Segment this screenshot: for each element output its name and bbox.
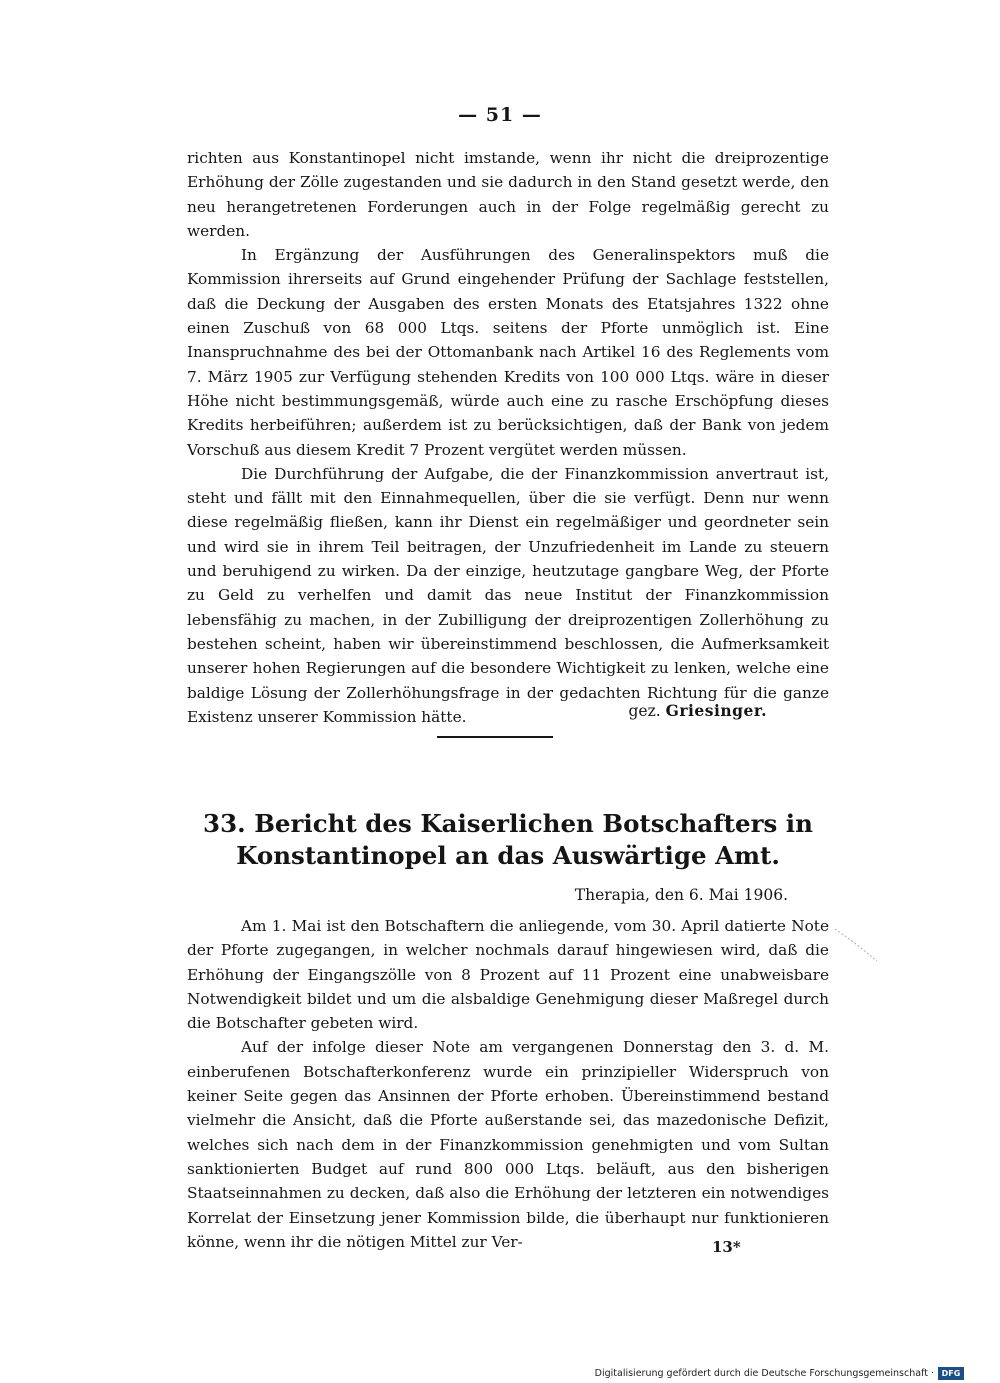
- dateline: Therapia, den 6. Mai 1906.: [574, 886, 788, 904]
- signature-mark: 13*: [712, 1238, 741, 1256]
- paragraph: Die Durchführung der Aufgabe, die der Finanzkommission anvertraut ist, steht und fällt mit den Einnahmequellen, über die sie verfügt. Denn nur wenn diese regelmäßig fließen, kann ihr Dienst ein regelmäßiger und geordneter sein und wird sie in ihrem Teil beitragen, der Unzufriedenheit im Lande zu steuern und beruhigend zu wirken. Da der einzige, heutzutage gangbare Weg, der Pforte zu Geld zu verhelfen und damit das neue Institut der Finanzkommission lebensfähig zu machen, in der Zubilligung der dreiprozentigen Zollerhöhung zu bestehen scheint, haben wir übereinstimmend beschlossen, die Aufmerksamkeit unserer hohen Regierungen auf die besondere Wichtigkeit zu lenken, welche eine baldige Lösung der Zollerhöhungsfrage in der gedachten Richtung für die ganze Existenz unserer Kommission hätte.: [187, 464, 829, 726]
- footer-credit: [595, 1367, 964, 1380]
- pencil-mark-icon: [833, 925, 879, 965]
- paragraph: Am 1. Mai ist den Botschaftern die anliegende, vom 30. April datierte Note der Pforte zugegangen, in welcher nochmals darauf hingewiesen wird, daß die Erhöhung der Eingangszölle von 8 Prozent auf 11 Prozent eine unabweisbare Notwendigkeit bildet und um die alsbaldige Genehmigung dieser Maßregel durch die Botschafter gebeten wird.: [187, 917, 829, 1033]
- signature-prefix: gez.: [628, 702, 661, 720]
- section-heading-line: 33. Bericht des Kaiserlichen Botschafters in: [203, 809, 813, 838]
- signature: [628, 701, 767, 720]
- paragraph: Auf der infolge dieser Note am vergangenen Donnerstag den 3. d. M. einberufenen Botschafterkonferenz wurde ein prinzipieller Widerspruch von keiner Seite gegen das Ansinnen der Pforte erhoben. Übereinstimmend bestand vielmehr die Ansicht, daß die Pforte außerstande sei, das mazedonische Defizit, welches sich nach dem in der Finanzkommission genehmigten und vom Sultan sanktionierten Budget auf rund 800 000 Ltqs. beläuft, aus den bisherigen Staatseinnahmen zu decken, daß also die Erhöhung der letzteren ein notwendiges Korrelat der Einsetzung jener Kommission bilde, die überhaupt nur funktionieren könne, wenn ihr die nötigen Mittel zur Ver-: [187, 1038, 829, 1251]
- text-block-top: [187, 146, 829, 729]
- dfg-logo-icon: DFG: [938, 1367, 964, 1380]
- footer-credit-text: Digitalisierung gefördert durch die Deutsche Forschungsgemeinschaft ·: [594, 1368, 934, 1379]
- paragraph: In Ergänzung der Ausführungen des Generalinspektors muß die Kommission ihrerseits auf Grund eingehender Prüfung der Sachlage feststellen, daß die Deckung der Ausgaben des ersten Monats des Etatsjahres 1322 ohne einen Zuschuß von 68 000 Ltqs. seitens der Pforte unmöglich ist. Eine Inanspruchnahme des bei der Ottomanbank nach Artikel 16 des Reglements vom 7. März 1905 zur Verfügung stehenden Kredits von 100 000 Ltqs. wäre in dieser Höhe nicht bestimmungsgemäß, würde auch eine zu rasche Erschöpfung dieses Kredits herbeiführen; außerdem ist zu berücksichtigen, daß der Bank von jedem Vorschuß aus diesem Kredit 7 Prozent vergütet werden müssen.: [187, 246, 829, 459]
- section-heading: [187, 808, 829, 872]
- signature-name: Griesinger.: [665, 701, 767, 720]
- section-heading-line: Konstantinopel an das Auswärtige Amt.: [236, 841, 780, 870]
- page-number: — 51 —: [458, 104, 542, 126]
- paragraph-continuation: richten aus Konstantinopel nicht imstande, wenn ihr nicht die dreiprozentige Erhöhung der Zölle zugestanden und sie dadurch in den Stand gesetzt werde, den neu herangetretenen Forderungen auch in der Folge regelmäßig gerecht zu werden.: [187, 149, 829, 240]
- section-separator: [437, 736, 553, 738]
- text-block-bottom: [187, 914, 829, 1254]
